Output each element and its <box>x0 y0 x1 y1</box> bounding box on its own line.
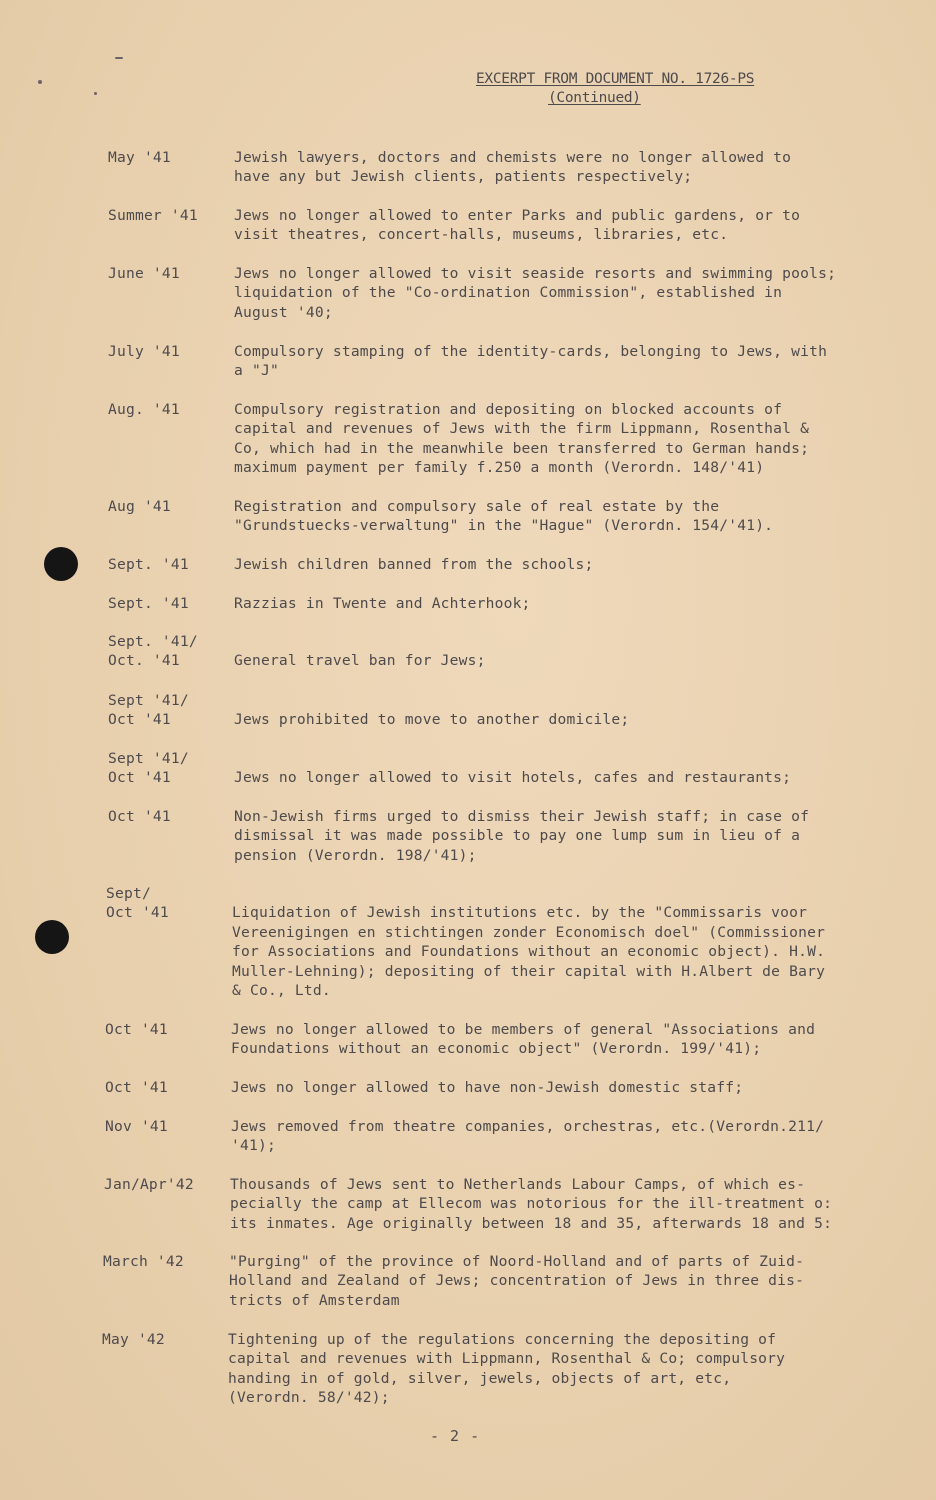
entry-text: Jews no longer allowed to visit seaside resorts and swimming pools; liquidation of the "Co-ordination Commission", established in August '40; <box>234 265 837 321</box>
entry-text: Compulsory registration and depositing on blocked accounts of capital and revenues of Jews with the firm Lippmann, Rosenthal & Co, which had in the meanwhile been transferred to German hands; maximum payment per family f.250 a month (Verordn. 148/'41) <box>234 401 810 477</box>
entry-date: Nov '41 <box>105 1118 168 1135</box>
entry-date: May '42 <box>102 1331 165 1348</box>
entry-text: Jews removed from theatre companies, orchestras, etc.(Verordn.211/ '41); <box>231 1118 825 1155</box>
entry-text: Compulsory stamping of the identity-cards, belonging to Jews, with a "J" <box>234 343 828 380</box>
entry-date: Sept. '41 <box>108 556 189 573</box>
entry-date: Aug. '41 <box>108 401 180 418</box>
entry-date: Summer '41 <box>108 207 198 224</box>
punch-hole-bottom <box>35 920 69 954</box>
entry-text: Jews no longer allowed to have non-Jewish domestic staff; <box>231 1079 744 1096</box>
entry-date: Sept. '41 <box>108 595 189 612</box>
speck-1 <box>38 80 42 84</box>
entry-text: General travel ban for Jews; <box>234 652 486 670</box>
entry-date: July '41 <box>108 343 180 360</box>
entry-text: "Purging" of the province of Noord-Holland and of parts of Zuid- Holland and Zealand of Jews; concentration of Jews in three dis- tricts of Amsterdam <box>229 1253 805 1309</box>
punch-hole-top <box>44 547 78 581</box>
entry-text: Non-Jewish firms urged to dismiss their Jewish staff; in case of dismissal it was made possible to pay one lump sum in lieu of a pension (Verordn. 198/'41); <box>234 808 810 864</box>
entry-date: March '42 <box>103 1253 184 1270</box>
speck-3 <box>115 57 123 59</box>
entry-date: Aug '41 <box>108 498 171 515</box>
entry-text: Jews no longer allowed to visit hotels, cafes and restaurants; <box>234 769 792 787</box>
entry-date: Oct '41 <box>105 1079 168 1096</box>
entry-date: May '41 <box>108 149 171 166</box>
entry-text: Tightening up of the regulations concerning the depositing of capital and revenues with Lippmann, Rosenthal & Co; compulsory handing in of gold, silver, jewels, objects of art, etc, (Verordn. 58/'42); <box>228 1331 786 1407</box>
entry-date: Sept '41/ Oct '41 <box>108 692 189 729</box>
entry-date: June '41 <box>108 265 180 282</box>
entry-text: Jewish lawyers, doctors and chemists were no longer allowed to have any but Jewish clients, patients respectively; <box>234 149 792 186</box>
header-continued: (Continued) <box>548 90 641 106</box>
entry-date: Oct '41 <box>108 808 171 825</box>
document-header <box>476 70 801 108</box>
entry-text: Jews no longer allowed to be members of general "Associations and Foundations without an economic object" (Verordn. 199/'41); <box>231 1021 816 1058</box>
page-number: - 2 - <box>430 1427 481 1445</box>
entry-date: Sept '41/ Oct '41 <box>108 750 189 787</box>
entry-text: Jewish children banned from the schools; <box>234 556 594 573</box>
entry-date: Oct '41 <box>105 1021 168 1038</box>
entry-text: Razzias in Twente and Achterhook; <box>234 595 531 612</box>
entry-text: Jews no longer allowed to enter Parks and public gardens, or to visit theatres, concert-halls, museums, libraries, etc. <box>234 207 801 244</box>
entry-date: Jan/Apr'42 <box>104 1176 194 1193</box>
entry-text: Liquidation of Jewish institutions etc. by the "Commissaris voor Vereenigingen en stichtingen zonder Economisch doel" (Commissioner for Associations and Foundations without an economic object). H.W. Muller-Lehning); depositing of their capital with H.Albert de Bary & Co., Ltd. <box>232 904 826 1000</box>
speck-2 <box>94 92 97 95</box>
entry-text: Jews prohibited to move to another domicile; <box>234 711 630 729</box>
entry-text: Registration and compulsory sale of real estate by the "Grundstuecks-verwaltung" in the "Hague" (Verordn. 154/'41). <box>234 498 774 535</box>
entry-date: Sept. '41/ Oct. '41 <box>108 633 198 670</box>
header-title: EXCERPT FROM DOCUMENT NO. 1726-PS <box>476 71 755 87</box>
entry-date: Sept/ Oct '41 <box>106 885 169 922</box>
entry-text: Thousands of Jews sent to Netherlands Labour Camps, of which es- pecially the camp at Ellecom was notorious for the ill-treatment o: its inmates. Age originally between 18 and 35, afterwards 18 and 5: <box>230 1176 833 1232</box>
